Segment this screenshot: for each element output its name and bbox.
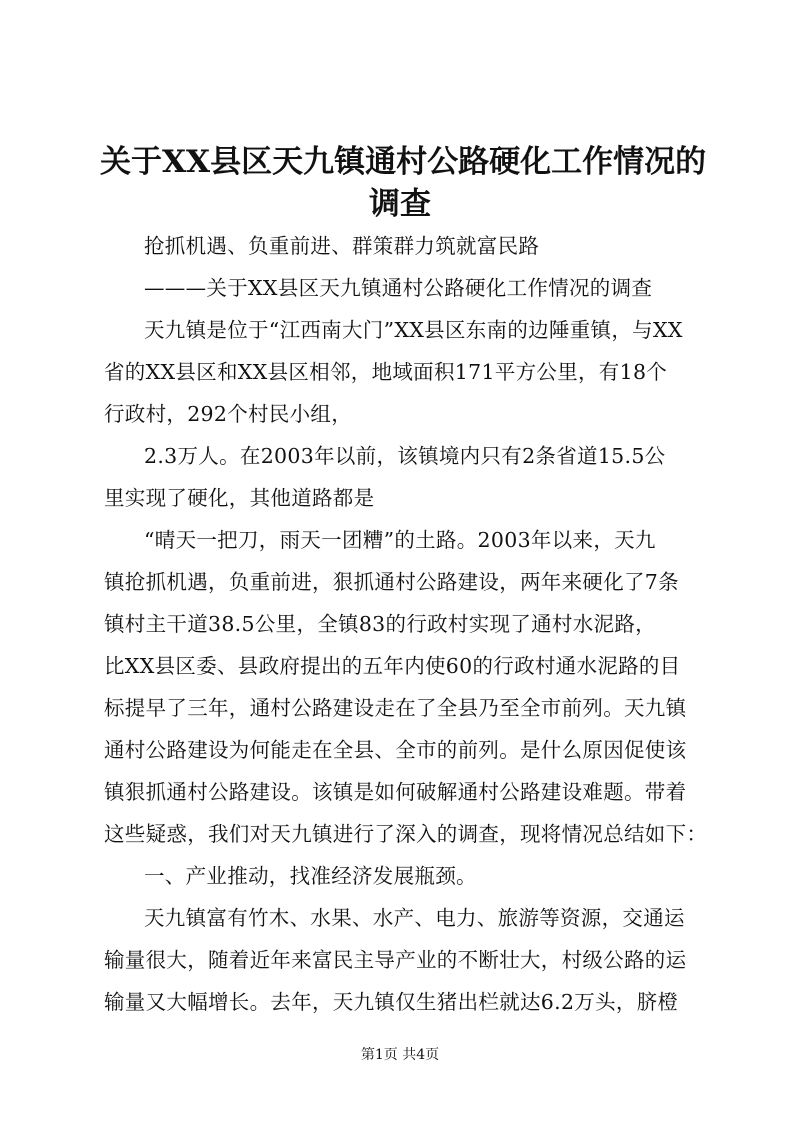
body-line: 天九镇是位于“江西南大门”XX县区东南的边陲重镇，与XX (144, 318, 683, 342)
section-heading: 一、产业推动，找准经济发展瓶颈。 (144, 864, 477, 888)
subtitle-line: 抢抓机遇、负重前进、群策群力筑就富民路 (144, 234, 540, 258)
document-title-line-2: 调查 (369, 186, 431, 222)
body-line: 这些疑惑，我们对天九镇进行了深入的调查，现将情况总结如下： (104, 822, 708, 846)
document-title-line-1: 关于XX县区天九镇通村公路硬化工作情况的 (100, 144, 707, 180)
body-line: 镇村主干道38.5公里，全镇83的行政村实现了通村水泥路， (104, 612, 656, 636)
body-line: 通村公路建设为何能走在全县、全市的前列。是什么原因促使该 (104, 738, 687, 762)
subtitle-dash-line: ———关于XX县区天九镇通村公路硬化工作情况的调查 (144, 276, 653, 300)
body-line: 天九镇富有竹木、水果、水产、电力、旅游等资源，交通运 (144, 906, 685, 930)
body-line: 省的XX县区和XX县区相邻，地域面积171平方公里，有18个 (104, 360, 668, 384)
page-number-footer: 第1页 共4页 (360, 1047, 440, 1063)
body-line: “晴天一把刀，雨天一团糟”的土路。2003年以来，天九 (144, 528, 656, 552)
body-line: 行政村，292个村民小组， (104, 402, 353, 426)
body-line: 里实现了硬化，其他道路都是 (104, 486, 375, 510)
body-line: 2.3万人。在2003年以前，该镇境内只有2条省道15.5公 (144, 444, 666, 468)
body-line: 比XX县区委、县政府提出的五年内使60的行政村通水泥路的目 (104, 654, 681, 678)
body-line: 标提早了三年，通村公路建设走在了全县乃至全市前列。天九镇 (104, 696, 687, 720)
body-line: 输量又大幅增长。去年，天九镇仅生猪出栏就达6.2万头，脐橙 (104, 990, 679, 1014)
body-line: 镇狠抓通村公路建设。该镇是如何破解通村公路建设难题。带着 (104, 780, 687, 804)
body-line: 镇抢抓机遇，负重前进，狠抓通村公路建设，两年来硬化了7条 (104, 570, 679, 594)
body-line: 输量很大，随着近年来富民主导产业的不断壮大，村级公路的运 (104, 948, 687, 972)
